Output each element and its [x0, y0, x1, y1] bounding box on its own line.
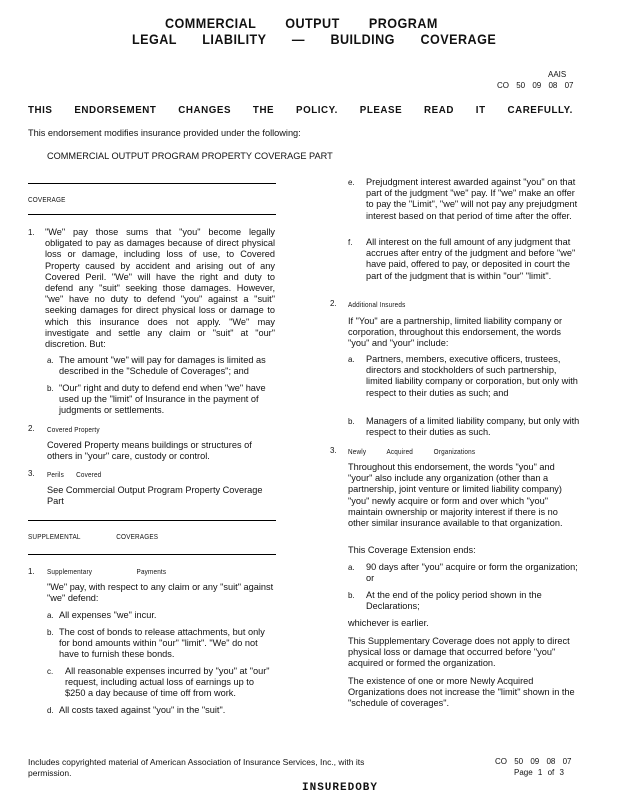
item-letter: a.	[47, 611, 54, 620]
form-code: CO 50 09 08 07	[497, 81, 574, 90]
supp-item-d: All costs taxed against "you" in the "suit".	[59, 705, 226, 715]
newly-acquired-a: 90 days after "you" acquire or form the organization; or	[366, 562, 578, 584]
title-line-2: LEGAL LIABILITY — BUILDING COVERAGE	[132, 31, 497, 47]
item-number: 1.	[28, 567, 35, 576]
perils-covered-text: See Commercial Output Program Property Coverage Part	[47, 485, 263, 507]
covered-property-heading: Covered Property	[47, 425, 100, 434]
endorsement-banner: THIS ENDORSEMENT CHANGES THE POLICY. PLEASE READ IT CAREFULLY.	[28, 104, 573, 116]
coverage-item-1b: "Our" right and duty to defend end when "we" have used up the "limit" of Insurance in the payment of judgments or settlements.	[59, 383, 266, 416]
coverage-part: COMMERCIAL OUTPUT PROGRAM PROPERTY COVERAGE PART	[47, 151, 333, 161]
insured-stamp: INSUREDOBY	[302, 782, 379, 794]
item-letter: a.	[348, 563, 355, 572]
coverage-item-1: "We" pay those sums that "you" become legally obligated to pay as damages because of direct physical loss or damage, including loss of use, to Covered Property caused by accident and arising out of any Covered Peril. "We" will have the right and duty to defend any "suit" seeking those damages. However, "we" have no duty to defend "you" against a "suit" seeking damages for direct physical loss or damage to which this insurance does not apply. "We" may investigate and settle any claim or "suit" at "our" discretion. But:	[45, 227, 275, 350]
item-number: 2.	[28, 424, 35, 433]
supplementary-payments-text: "We" pay, with respect to any claim or any "suit" against "we" defend:	[47, 582, 274, 604]
coverage-item-1a: The amount "we" will pay for damages is limited as described in the "Schedule of Coverages"; and	[59, 355, 266, 377]
item-letter: b.	[47, 628, 54, 637]
supp-item-f: All interest on the full amount of any judgment that accrues after entry of the judgment and before "we" have paid, offered to pay, or deposited in court the part of the judgment that is within "our" "limit".	[366, 237, 576, 281]
item-letter: d.	[47, 706, 54, 715]
rule	[28, 183, 276, 184]
item-letter: b.	[47, 384, 54, 393]
aais-label: AAIS	[548, 70, 567, 79]
page-number: Page 1 of 3	[514, 768, 564, 777]
perils-covered-heading: Perils Covered	[47, 470, 102, 479]
item-letter: c.	[47, 667, 54, 676]
section-heading-supplemental: SUPPLEMENTAL COVERAGES	[28, 532, 159, 541]
supp-item-b: The cost of bonds to release attachments, but only for bond amounts within "our" "limit". "We" do not have to furnish these bonds.	[59, 627, 265, 660]
supp-item-e: Prejudgment interest awarded against "you" on that part of the judgment "we" pay. If "we" make an offer to pay the "Limit", "we" will not pay any prejudgment interest based on that period of time after the offer.	[366, 177, 578, 221]
item-letter: b.	[348, 591, 355, 600]
item-number: 2.	[330, 299, 337, 308]
item-number: 3.	[330, 446, 337, 455]
supplementary-payments-heading: Supplementary Payments	[47, 567, 167, 576]
item-letter: a.	[47, 356, 54, 365]
item-letter: b.	[348, 417, 355, 426]
extension-ends-text: This Coverage Extension ends:	[348, 545, 476, 555]
whichever-earlier-text: whichever is earlier.	[348, 618, 429, 628]
item-number: 1.	[28, 228, 35, 237]
item-letter: e.	[348, 178, 355, 187]
newly-acquired-limit-note: The existence of one or more Newly Acquired Organizations does not increase the "limit" shown in the "schedule of coverages".	[348, 676, 575, 709]
supp-item-c: All reasonable expenses incurred by "you" at "our" request, including actual loss of earnings up to $250 a day because of time off from work.	[65, 666, 270, 699]
additional-insureds-b: Managers of a limited liability company, but only with respect to their duties as such.	[366, 416, 580, 438]
newly-acquired-b: At the end of the policy period shown in the Declarations;	[366, 590, 542, 612]
supp-item-a: All expenses "we" incur.	[59, 610, 157, 620]
newly-acquired-exclusion: This Supplementary Coverage does not apply to direct physical loss or damage that occurred before "you" acquired or formed the organization.	[348, 636, 570, 669]
footer-form-code: CO 50 09 08 07	[495, 757, 572, 766]
item-letter: a.	[348, 355, 355, 364]
section-heading-coverage: COVERAGE	[28, 195, 66, 204]
additional-insureds-a: Partners, members, executive officers, trustees, directors and stockholders of such partnership, limited liability company or corporation, but only with respect to their duties as such; and	[366, 354, 578, 398]
item-letter: f.	[348, 238, 353, 247]
newly-acquired-text: Throughout this endorsement, the words "you" and "your" also include any organization (other than a partnership, joint venture or limited liability company) "you" newly acquire or form and over which "you" maintain ownership or majority interest if there is no other similar insurance available to that organization.	[348, 462, 563, 529]
rule	[28, 554, 276, 555]
covered-property-text: Covered Property means buildings or structures of others in "your" care, custody or control.	[47, 440, 252, 462]
title-line-1: COMMERCIAL OUTPUT PROGRAM	[165, 15, 438, 31]
intro-text: This endorsement modifies insurance provided under the following:	[28, 128, 301, 138]
rule	[28, 214, 276, 215]
copyright-notice: Includes copyrighted material of American Association of Insurance Services, Inc., with its permission.	[28, 757, 365, 778]
rule	[28, 520, 276, 521]
newly-acquired-heading: Newly Acquired Organizations	[348, 447, 476, 456]
item-number: 3.	[28, 469, 35, 478]
additional-insureds-heading: Additional Insureds	[348, 300, 406, 309]
additional-insureds-text: If "You" are a partnership, limited liability company or corporation, throughout this endorsement, the words "you" and "your" include:	[348, 316, 563, 349]
